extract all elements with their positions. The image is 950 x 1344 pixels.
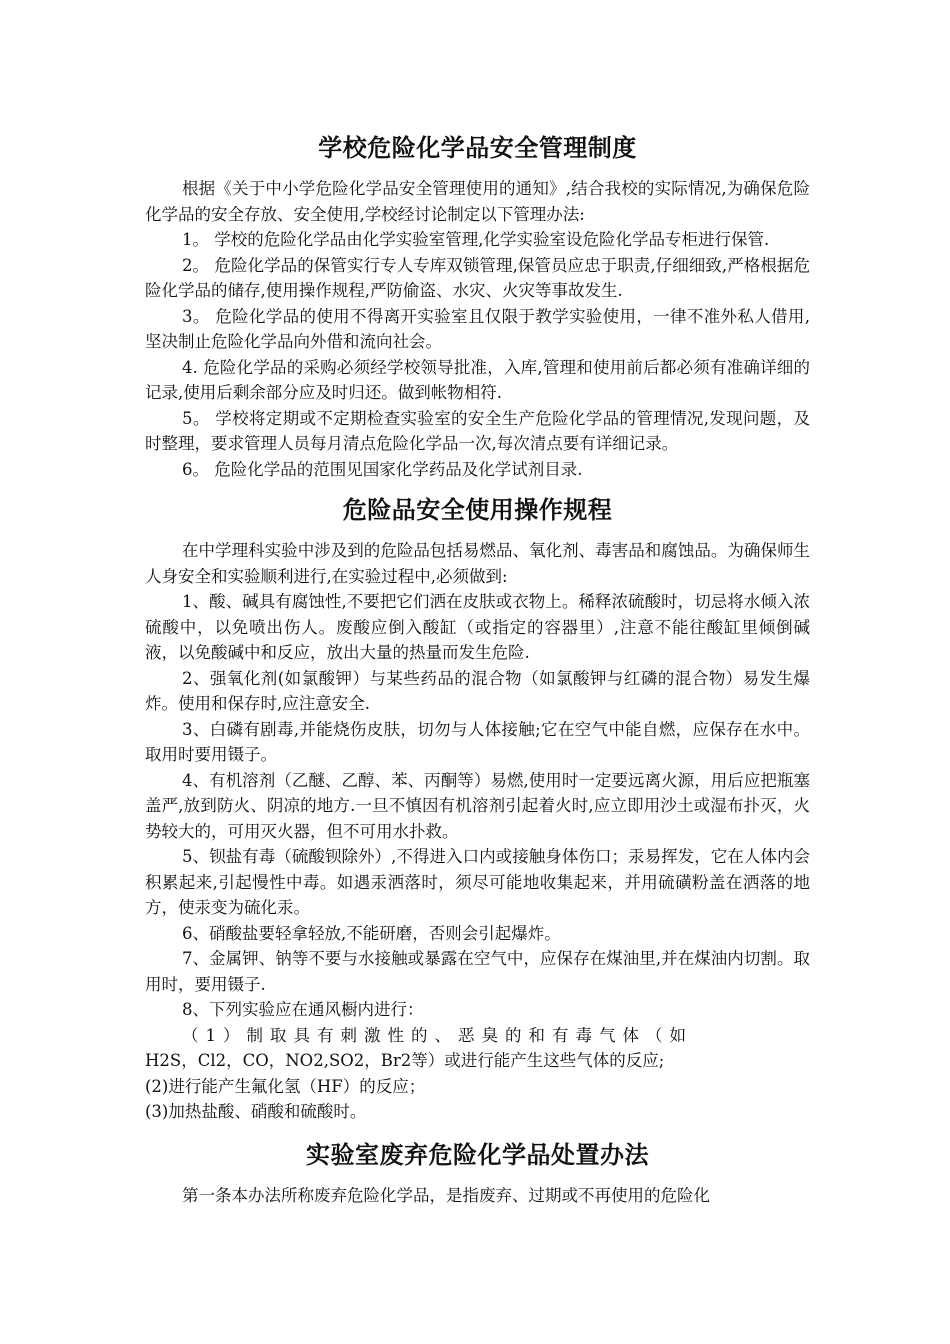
sub-item-2: (2)进行能产生氟化氢（HF）的反应； bbox=[145, 1076, 426, 1096]
procedure-item-6: 6、硝酸盐要轻拿轻放,不能研磨，否则会引起爆炸。 bbox=[182, 923, 561, 943]
intro-paragraph: 在中学理科实验中涉及到的危险品包括易燃品、氧化剂、毒害品和腐蚀品。为确保师生人身安全和实验顺利进行,在实验过程中,必须做到: bbox=[145, 541, 810, 586]
rule-item-3: 3。 危险化学品的使用不得离开实验室且仅限于教学实验使用，一律不准外私人借用,坚决制止危险化学品向外借和流向社会。 bbox=[145, 306, 810, 351]
document-page bbox=[145, 120, 810, 1208]
sub-item-3: (3)加热盐酸、硝酸和硫酸时。 bbox=[145, 1102, 367, 1121]
procedure-item-4: 4、有机溶剂（乙醚、乙醇、苯、丙酮等）易燃,使用时一定要远离火源，用后应把瓶塞盖严,放到防火、阴凉的地方.一旦不慎因有机溶剂引起着火时,应立即用沙土或湿布扑灭，火势较大的，可用灭火器，但不可用水扑救。 bbox=[145, 770, 810, 841]
procedure-item-3: 3、白磷有剧毒,并能烧伤皮肤，切勿与人体接触;它在空气中能自燃，应保存在水中。取用时要用镊子。 bbox=[145, 719, 810, 764]
section-waste-disposal bbox=[145, 1127, 810, 1209]
intro-paragraph: 根据《关于中小学危险化学品安全管理使用的通知》,结合我校的实际情况,为确保危险化学品的安全存放、安全使用,学校经讨论制定以下管理办法: bbox=[145, 179, 810, 224]
procedure-item-5: 5、钡盐有毒（硫酸钡除外）,不得进入口内或接触身体伤口；汞易挥发，它在人体内会积累起来,引起慢性中毒。如遇汞洒落时，须尽可能地收集起来，并用硫磺粉盖在洒落的地方，使汞变为硫化汞。 bbox=[145, 847, 810, 917]
section-title-operation: 危险品安全使用操作规程 bbox=[342, 495, 613, 524]
section-title-management: 学校危险化学品安全管理制度 bbox=[318, 133, 637, 162]
procedure-item-1: 1、酸、碱具有腐蚀性,不要把它们洒在皮肤或衣物上。稀释浓硫酸时，切忌将水倾入浓硫酸中，以免喷出伤人。废酸应倒入酸缸（或指定的容器里）,注意不能往酸缸里倾倒碱液，以免酸碱中和反应，放出大量的热量而发生危险. bbox=[145, 592, 810, 662]
section-operation-rules bbox=[145, 482, 810, 1125]
sub-item-1-line-2: H2S，Cl2，CO，NO2,SO2，Br2等）或进行能产生这些气体的反应; bbox=[145, 1051, 665, 1070]
section-title-disposal: 实验室废弃危险化学品处置办法 bbox=[306, 1139, 649, 1169]
rule-item-6: 6。 危险化学品的范围见国家化学药品及化学试剂目录. bbox=[182, 459, 583, 479]
procedure-item-8: 8、下列实验应在通风橱内进行： bbox=[182, 1000, 424, 1019]
procedure-item-2: 2、强氧化剂(如氯酸钾）与某些药品的混合物（如氯酸钾与红磷的混合物）易发生爆炸。使用和保存时,应注意安全. bbox=[145, 668, 810, 713]
procedure-item-7: 7、金属钾、钠等不要与水接触或暴露在空气中，应保存在煤油里,并在煤油内切割。取用时，要用镊子. bbox=[145, 949, 810, 994]
rule-item-2: 2。 危险化学品的保管实行专人专库双锁管理,保管员应忠于职责,仔细细致,严格根据危险化学品的储存,使用操作规程,严防偷盗、水灾、火灾等事故发生. bbox=[145, 255, 810, 300]
sub-item-1-line-1: （1）制取具有刺激性的、恶臭的和有毒气体（如 bbox=[182, 1025, 693, 1045]
article-1-paragraph: 第一条本办法所称废弃危险化学品，是指废弃、过期或不再使用的危险化 bbox=[182, 1185, 710, 1205]
rule-item-5: 5。 学校将定期或不定期检查实验室的安全生产危险化学品的管理情况,发现问题，及时整理，要求管理人员每月清点危险化学品一次,每次清点要有详细记录。 bbox=[145, 408, 810, 453]
rule-item-4: 4. 危险化学品的采购必须经学校领导批准，入库,管理和使用前后都必须有准确详细的记录,使用后剩余部分应及时归还。做到帐物相符. bbox=[145, 357, 810, 402]
rule-item-1: 1。 学校的危险化学品由化学实验室管理,化学实验室设危险化学品专柜进行保管. bbox=[182, 230, 770, 249]
